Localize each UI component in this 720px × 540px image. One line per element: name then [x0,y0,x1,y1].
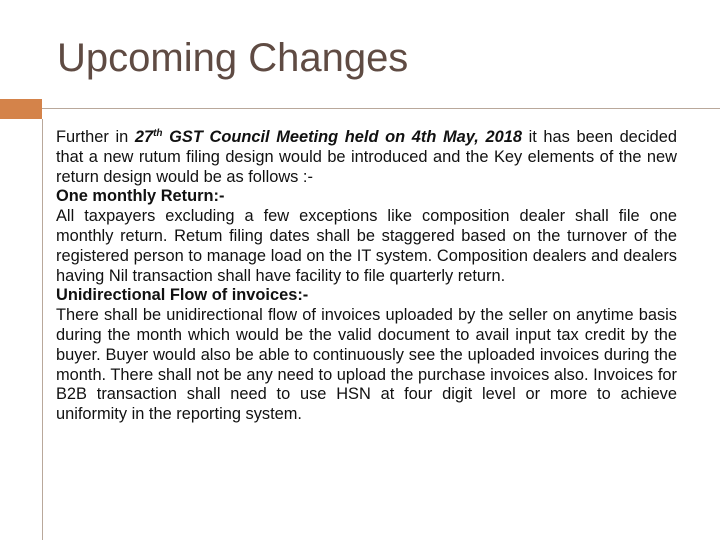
accent-bar [0,99,42,119]
left-vertical-rule [42,119,43,540]
title-divider [42,108,720,109]
intro-paragraph [56,128,677,187]
section-heading-invoice-flow: Unidirectional Flow of invoices:- [56,286,309,305]
meeting-number: 27 [134,128,154,146]
section-heading-monthly-return: One monthly Return:- [56,187,225,206]
intro-rest: it has been decided that a new rutum filing design would be introduced and the Key elements of the new return design would be as follows :- [56,128,677,186]
meeting-reference [135,128,522,146]
meeting-ordinal: th [153,128,163,139]
slide-body [56,128,677,425]
meeting-name: GST Council Meeting held on 4th May, 2018 [162,128,522,146]
section-body-monthly-return: All taxpayers excluding a few exceptions like composition dealer shall file one monthly return. Retum filing dates shall be staggered based on the turnover of the registered person to manage load on the IT system. Composition dealers and dealers having Nil transaction shall have facility to file quarterly return. [56,207,677,285]
slide-title: Upcoming Changes [57,36,409,80]
intro-lead: Further in [56,128,135,146]
section-body-invoice-flow: There shall be unidirectional flow of invoices uploaded by the seller on anytime basis during the month which would be the valid document to avail input tax credit by the buyer. Buyer would also be able to continuously see the uploaded invoices during the month. There shall not be any need to upload the purchase invoices also. Invoices for B2B transaction shall need to use HSN at four digit level or more to achieve uniformity in the reporting system. [56,306,677,424]
